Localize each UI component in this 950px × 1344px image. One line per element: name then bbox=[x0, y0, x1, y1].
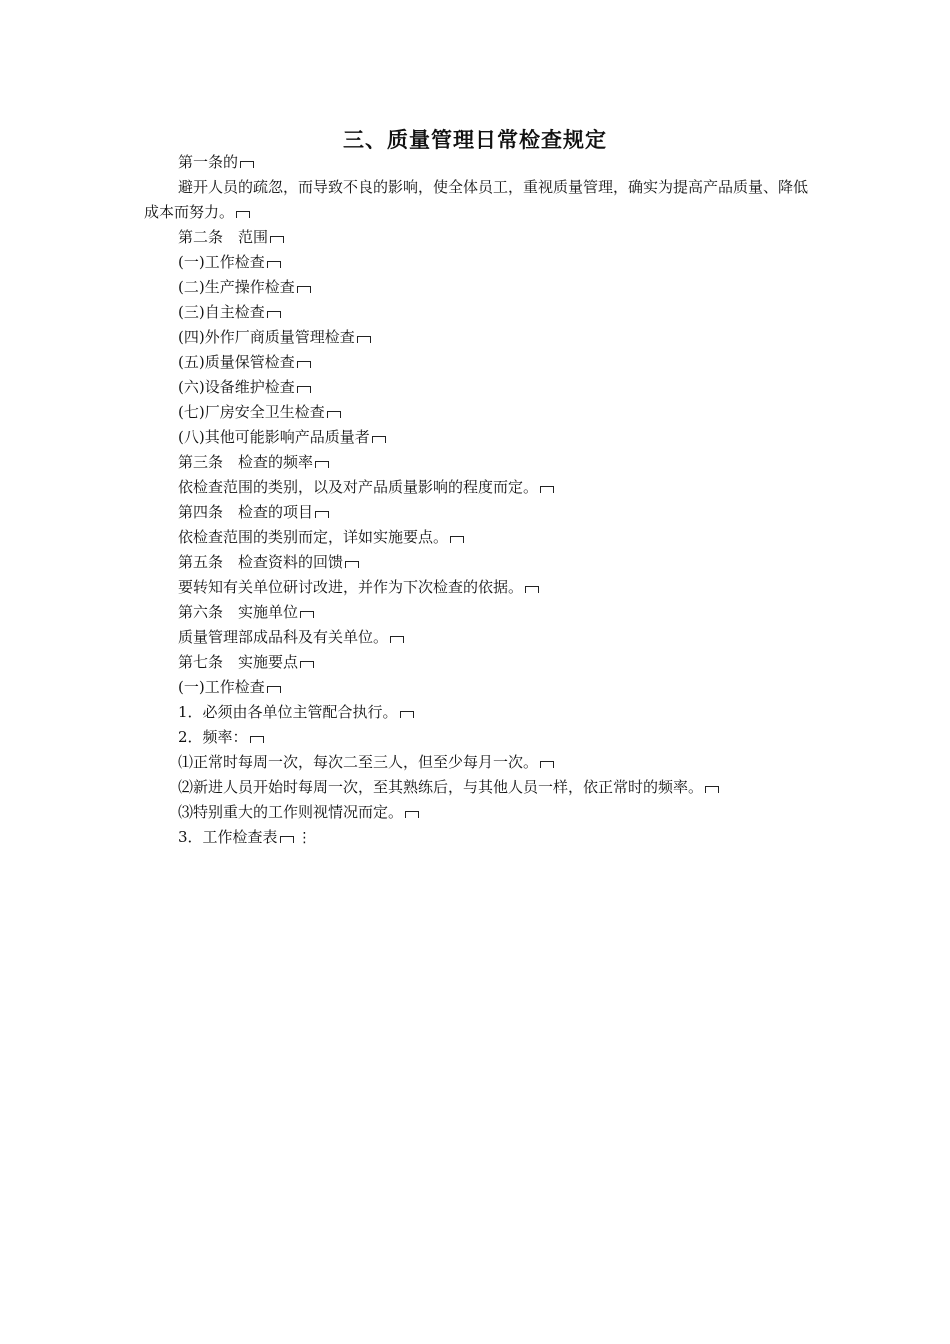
article-line: (二)生产操作检查 bbox=[144, 275, 814, 300]
paragraph-mark-icon bbox=[525, 586, 539, 593]
article-line: 第六条 实施单位 bbox=[144, 600, 814, 625]
paragraph-mark-icon bbox=[315, 461, 329, 468]
paragraph-mark-icon bbox=[315, 511, 329, 518]
article-line: 第七条 实施要点 bbox=[144, 650, 814, 675]
paragraph-mark-icon bbox=[267, 686, 281, 693]
article-line: 第一条的 bbox=[144, 150, 814, 175]
article-line: 依检查范围的类别而定，详如实施要点。 bbox=[144, 525, 814, 550]
paragraph-mark-icon bbox=[297, 386, 311, 393]
paragraph-mark-icon bbox=[345, 561, 359, 568]
vertical-ellipsis-icon: ⋮ bbox=[297, 830, 312, 846]
article-line: (六)设备维护检查 bbox=[144, 375, 814, 400]
article-line: 2．频率： bbox=[144, 725, 814, 750]
paragraph-mark-icon bbox=[357, 336, 371, 343]
paragraph-mark-icon bbox=[297, 361, 311, 368]
paragraph-mark-icon bbox=[540, 761, 554, 768]
document-body bbox=[144, 150, 814, 850]
article-line: (四)外作厂商质量管理检查 bbox=[144, 325, 814, 350]
article-line: 要转知有关单位研讨改进，并作为下次检查的依据。 bbox=[144, 575, 814, 600]
article-paragraph: 避开人员的疏忽，而导致不良的影响，使全体员工，重视质量管理，确实为提高产品质量、降低成本而努力。 bbox=[144, 178, 809, 221]
article-line: (一)工作检查 bbox=[144, 675, 814, 700]
article-line: (一)工作检查 bbox=[144, 250, 814, 275]
article-line: 质量管理部成品科及有关单位。 bbox=[144, 625, 814, 650]
article-line: (八)其他可能影响产品质量者 bbox=[144, 425, 814, 450]
article-line: (七)厂房安全卫生检查 bbox=[144, 400, 814, 425]
paragraph-mark-icon bbox=[540, 486, 554, 493]
document-title: 三、质量管理日常检查规定 bbox=[343, 128, 607, 152]
article-line: 第三条 检查的频率 bbox=[144, 450, 814, 475]
paragraph-mark-icon bbox=[300, 611, 314, 618]
article-line: 第四条 检查的项目 bbox=[144, 500, 814, 525]
paragraph-mark-icon bbox=[327, 411, 341, 418]
article-line: 3．工作检查表 ⋮ bbox=[144, 825, 814, 850]
article-line: 1．必须由各单位主管配合执行。 bbox=[144, 700, 814, 725]
article-line: ⑵新进人员开始时每周一次，至其熟练后，与其他人员一样，依正常时的频率。 bbox=[144, 775, 814, 800]
article-line: (五)质量保管检查 bbox=[144, 350, 814, 375]
paragraph-mark-icon bbox=[372, 436, 386, 443]
paragraph-mark-icon bbox=[267, 311, 281, 318]
paragraph-mark-icon bbox=[250, 736, 264, 743]
article-line: (三)自主检查 bbox=[144, 300, 814, 325]
paragraph-mark-icon bbox=[405, 811, 419, 818]
article-line: ⑴正常时每周一次，每次二至三人，但至少每月一次。 bbox=[144, 750, 814, 775]
paragraph-mark-icon bbox=[270, 236, 284, 243]
paragraph-mark-icon bbox=[705, 786, 719, 793]
article-line: 依检查范围的类别，以及对产品质量影响的程度而定。 bbox=[144, 475, 814, 500]
paragraph-mark-icon bbox=[450, 536, 464, 543]
article-line: ⑶特别重大的工作则视情况而定。 bbox=[144, 800, 814, 825]
paragraph-mark-icon bbox=[300, 661, 314, 668]
paragraph-mark-icon bbox=[236, 211, 250, 218]
paragraph-mark-icon bbox=[280, 836, 294, 843]
paragraph-mark-icon bbox=[267, 261, 281, 268]
article-line: 第五条 检查资料的回馈 bbox=[144, 550, 814, 575]
paragraph-mark-icon bbox=[390, 636, 404, 643]
paragraph-mark-icon bbox=[297, 286, 311, 293]
article-line: 第二条 范围 bbox=[144, 225, 814, 250]
paragraph-mark-icon bbox=[240, 161, 254, 168]
paragraph-mark-icon bbox=[400, 711, 414, 718]
